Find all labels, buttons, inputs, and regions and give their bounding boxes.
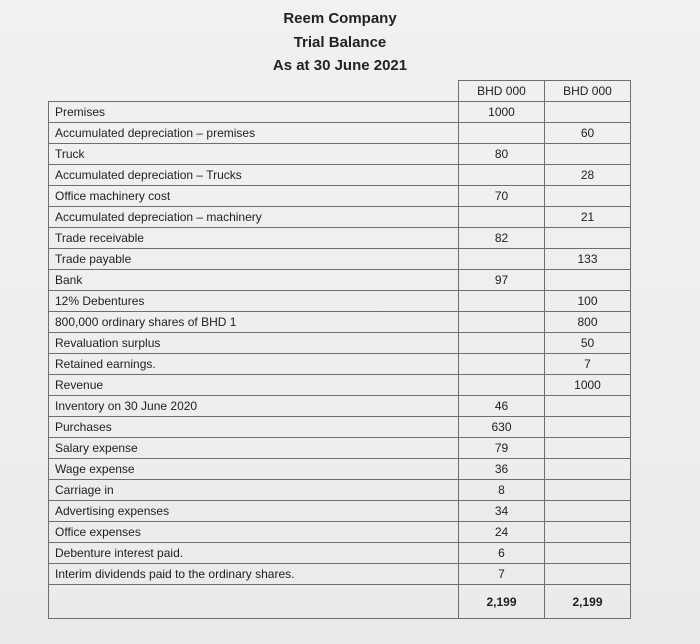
credit-cell [545,228,631,249]
credit-cell [545,417,631,438]
account-cell: Purchases [49,417,459,438]
table-row [49,249,631,270]
account-cell: Accumulated depreciation – machinery [49,207,459,228]
account-cell: 12% Debentures [49,291,459,312]
company-name: Reem Company [283,10,397,27]
account-cell: Retained earnings. [49,354,459,375]
table-row [49,396,631,417]
credit-cell [545,459,631,480]
trial-balance-table [48,80,631,619]
table-row [49,501,631,522]
table-row [49,291,631,312]
table-row [49,144,631,165]
credit-cell [545,501,631,522]
credit-cell [545,396,631,417]
credit-column-header: BHD 000 [545,81,631,102]
table-row [49,207,631,228]
table-row [49,480,631,501]
credit-cell [545,270,631,291]
table-header-row [49,81,631,102]
debit-cell: 36 [459,459,545,480]
account-cell: Revenue [49,375,459,396]
debit-total: 2,199 [459,585,545,619]
account-cell: Accumulated depreciation – premises [49,123,459,144]
credit-cell: 50 [545,333,631,354]
account-cell: Wage expense [49,459,459,480]
debit-cell: 1000 [459,102,545,123]
credit-cell [545,564,631,585]
statement-title: Trial Balance [293,34,387,51]
debit-cell [459,375,545,396]
table-row [49,417,631,438]
account-cell: Truck [49,144,459,165]
table-row [49,522,631,543]
table-row [49,123,631,144]
debit-cell: 46 [459,396,545,417]
account-cell: Bank [49,270,459,291]
credit-cell [545,543,631,564]
account-cell: Inventory on 30 June 2020 [49,396,459,417]
credit-cell [545,438,631,459]
account-cell: Advertising expenses [49,501,459,522]
credit-cell: 133 [545,249,631,270]
header-blank-cell [49,81,459,102]
debit-cell: 34 [459,501,545,522]
debit-cell [459,249,545,270]
credit-cell [545,480,631,501]
table-row [49,270,631,291]
account-cell: Interim dividends paid to the ordinary shares. [49,564,459,585]
account-cell: 800,000 ordinary shares of BHD 1 [49,312,459,333]
credit-cell: 800 [545,312,631,333]
table-row [49,228,631,249]
statement-date: As at 30 June 2021 [272,57,408,74]
account-cell: Salary expense [49,438,459,459]
table-row [49,375,631,396]
debit-cell: 6 [459,543,545,564]
account-cell: Trade payable [49,249,459,270]
account-cell: Revaluation surplus [49,333,459,354]
table-row [49,102,631,123]
account-cell: Debenture interest paid. [49,543,459,564]
table-row [49,564,631,585]
table-row [49,438,631,459]
debit-column-header: BHD 000 [459,81,545,102]
account-cell: Office machinery cost [49,186,459,207]
debit-cell [459,291,545,312]
credit-cell: 7 [545,354,631,375]
credit-cell: 28 [545,165,631,186]
table-row [49,459,631,480]
account-cell: Office expenses [49,522,459,543]
credit-cell [545,144,631,165]
debit-cell [459,354,545,375]
debit-cell: 79 [459,438,545,459]
credit-cell [545,102,631,123]
debit-cell [459,312,545,333]
credit-cell [545,186,631,207]
debit-cell [459,123,545,144]
debit-cell: 97 [459,270,545,291]
account-cell: Premises [49,102,459,123]
credit-cell: 21 [545,207,631,228]
table-row [49,333,631,354]
debit-cell [459,165,545,186]
debit-cell: 70 [459,186,545,207]
totals-blank-cell [49,585,459,619]
debit-cell [459,333,545,354]
account-cell: Trade receivable [49,228,459,249]
credit-cell [545,522,631,543]
account-cell: Carriage in [49,480,459,501]
totals-row [49,585,631,619]
account-cell: Accumulated depreciation – Trucks [49,165,459,186]
debit-cell: 80 [459,144,545,165]
credit-total: 2,199 [545,585,631,619]
debit-cell: 82 [459,228,545,249]
table-row [49,165,631,186]
credit-cell: 1000 [545,375,631,396]
credit-cell: 100 [545,291,631,312]
debit-cell: 24 [459,522,545,543]
table-row [49,543,631,564]
table-row [49,354,631,375]
credit-cell: 60 [545,123,631,144]
table-row [49,186,631,207]
debit-cell [459,207,545,228]
debit-cell: 8 [459,480,545,501]
debit-cell: 630 [459,417,545,438]
table-row [49,312,631,333]
debit-cell: 7 [459,564,545,585]
